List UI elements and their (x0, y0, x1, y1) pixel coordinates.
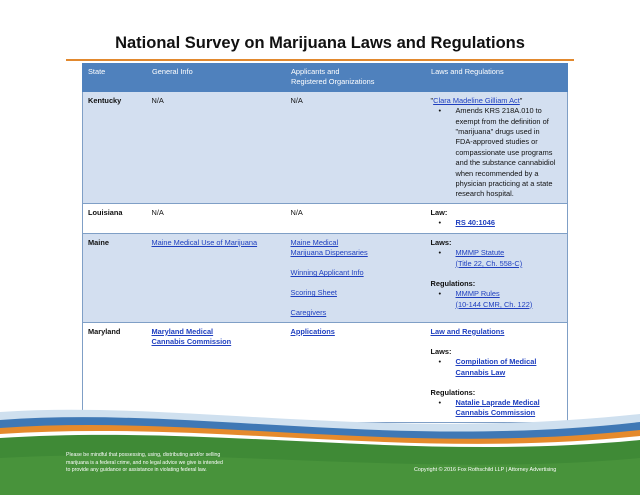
applicants-cell (286, 233, 426, 322)
maine-dispensaries-link[interactable] (291, 238, 421, 259)
laws-label: Laws: (430, 346, 452, 356)
list-item (431, 218, 563, 228)
header-state: State (83, 64, 147, 92)
general-info-cell: N/A (147, 203, 286, 233)
laws-cell (426, 91, 568, 203)
bullet-list (431, 357, 563, 378)
list-item (431, 357, 563, 378)
header-general-info: General Info (147, 64, 286, 92)
bullet-line: exempt from the definition of (455, 116, 549, 126)
laws-cell (426, 203, 568, 233)
table-row-maine (83, 233, 568, 322)
page-title: National Survey on Marijuana Laws and Regulations (115, 34, 525, 52)
link-line: Marijuana Dispensaries (290, 248, 368, 258)
header-applicants-line2: Registered Organizations (291, 77, 375, 87)
state-cell: Louisiana (83, 203, 147, 233)
link-line: (10-144 CMR, Ch. 122) (455, 299, 533, 309)
regulations-label: Regulations: (430, 278, 476, 288)
link-line: Cannabis Commission (455, 408, 536, 418)
bullet-list (431, 289, 563, 310)
bullet-list (431, 106, 563, 200)
applicants-cell: N/A (286, 91, 426, 203)
quote-close: " (519, 95, 523, 105)
list-item (431, 106, 563, 200)
link-line: • MMMP Rules (455, 289, 500, 299)
table-row-louisiana (83, 203, 568, 233)
header-applicants-line1: Applicants and (291, 67, 340, 76)
link-line: Cannabis Commission (151, 337, 232, 347)
applicants-cell: N/A (286, 203, 426, 233)
maryland-cannabis-commission-link[interactable] (152, 327, 281, 348)
applications-link[interactable]: Applications (290, 326, 335, 336)
bullet-line: when recommended by a (455, 168, 539, 178)
bullet-list (431, 218, 563, 228)
title-underline (66, 59, 574, 61)
law-and-regulations-link[interactable]: Law and Regulations (430, 326, 505, 336)
bullet-line: • Amends KRS 218A.010 to (455, 106, 542, 116)
link-line: • Compilation of Medical (455, 357, 537, 367)
general-info-cell (147, 233, 286, 322)
link-line: Cannabis Law (455, 367, 506, 377)
caregivers-link[interactable]: Caregivers (290, 308, 327, 318)
laws-cell (426, 233, 568, 322)
list-item (431, 289, 563, 310)
link-line: Maine Medical (290, 237, 339, 247)
scoring-sheet-link[interactable]: Scoring Sheet (290, 288, 337, 298)
disclaimer-line: marijuana is a federal crime, and no legal advice we give is intended (66, 459, 223, 466)
maine-medical-use-link[interactable]: Maine Medical Use of Marijuana (151, 237, 258, 247)
mmmp-statute-link[interactable] (456, 248, 563, 269)
table-header-row (83, 64, 568, 92)
bullet-list (431, 248, 563, 269)
state-cell: Maryland (83, 322, 147, 422)
header-applicants (286, 64, 426, 92)
link-line: (Title 22, Ch. 558-C) (455, 258, 523, 268)
link-line: Maryland Medical (151, 326, 214, 336)
bullet-line: physician practicing at a state (455, 179, 553, 189)
bullet-line: research hospital. (455, 189, 514, 199)
mmmp-rules-link[interactable] (456, 289, 563, 310)
state-cell: Maine (83, 233, 147, 322)
disclaimer-line: to provide any guidance or assistance in violating federal law. (66, 467, 207, 474)
winning-applicant-info-link[interactable]: Winning Applicant Info (290, 268, 364, 278)
state-cell: Kentucky (83, 91, 147, 203)
link-line: • Natalie Laprade Medical (455, 397, 540, 407)
quote-open: " (430, 95, 434, 105)
regulations-label: Regulations: (430, 387, 476, 397)
link-line: • MMMP Statute (455, 248, 505, 258)
table-row-kentucky (83, 91, 568, 203)
copyright-notice: Copyright © 2016 Fox Rothschild LLP | Attorney Advertising (414, 467, 557, 473)
disclaimer-line: Please be mindful that possessing, using, distributing and/or selling (66, 452, 221, 458)
general-info-cell: N/A (147, 91, 286, 203)
header-laws: Laws and Regulations (426, 64, 568, 92)
survey-table (82, 63, 568, 423)
bullet-line: "marijuana" drugs used in (455, 127, 540, 137)
laws-label: Laws: (430, 237, 452, 247)
footer-wave-graphic (0, 398, 640, 495)
compilation-medical-cannabis-law-link[interactable] (456, 357, 563, 378)
list-item (431, 248, 563, 269)
bullet-line: and the substance cannabidiol (455, 158, 556, 168)
law-label: Law: (430, 207, 448, 217)
bullet-line: FDA-approved studies or (455, 137, 538, 147)
rs-40-1046-link[interactable]: • RS 40:1046 (455, 218, 495, 228)
federal-law-disclaimer (66, 452, 296, 475)
clara-gilliam-act-link[interactable]: Clara Madeline Gilliam Act (433, 95, 520, 105)
bullet-line: compassionate use programs (455, 147, 553, 157)
